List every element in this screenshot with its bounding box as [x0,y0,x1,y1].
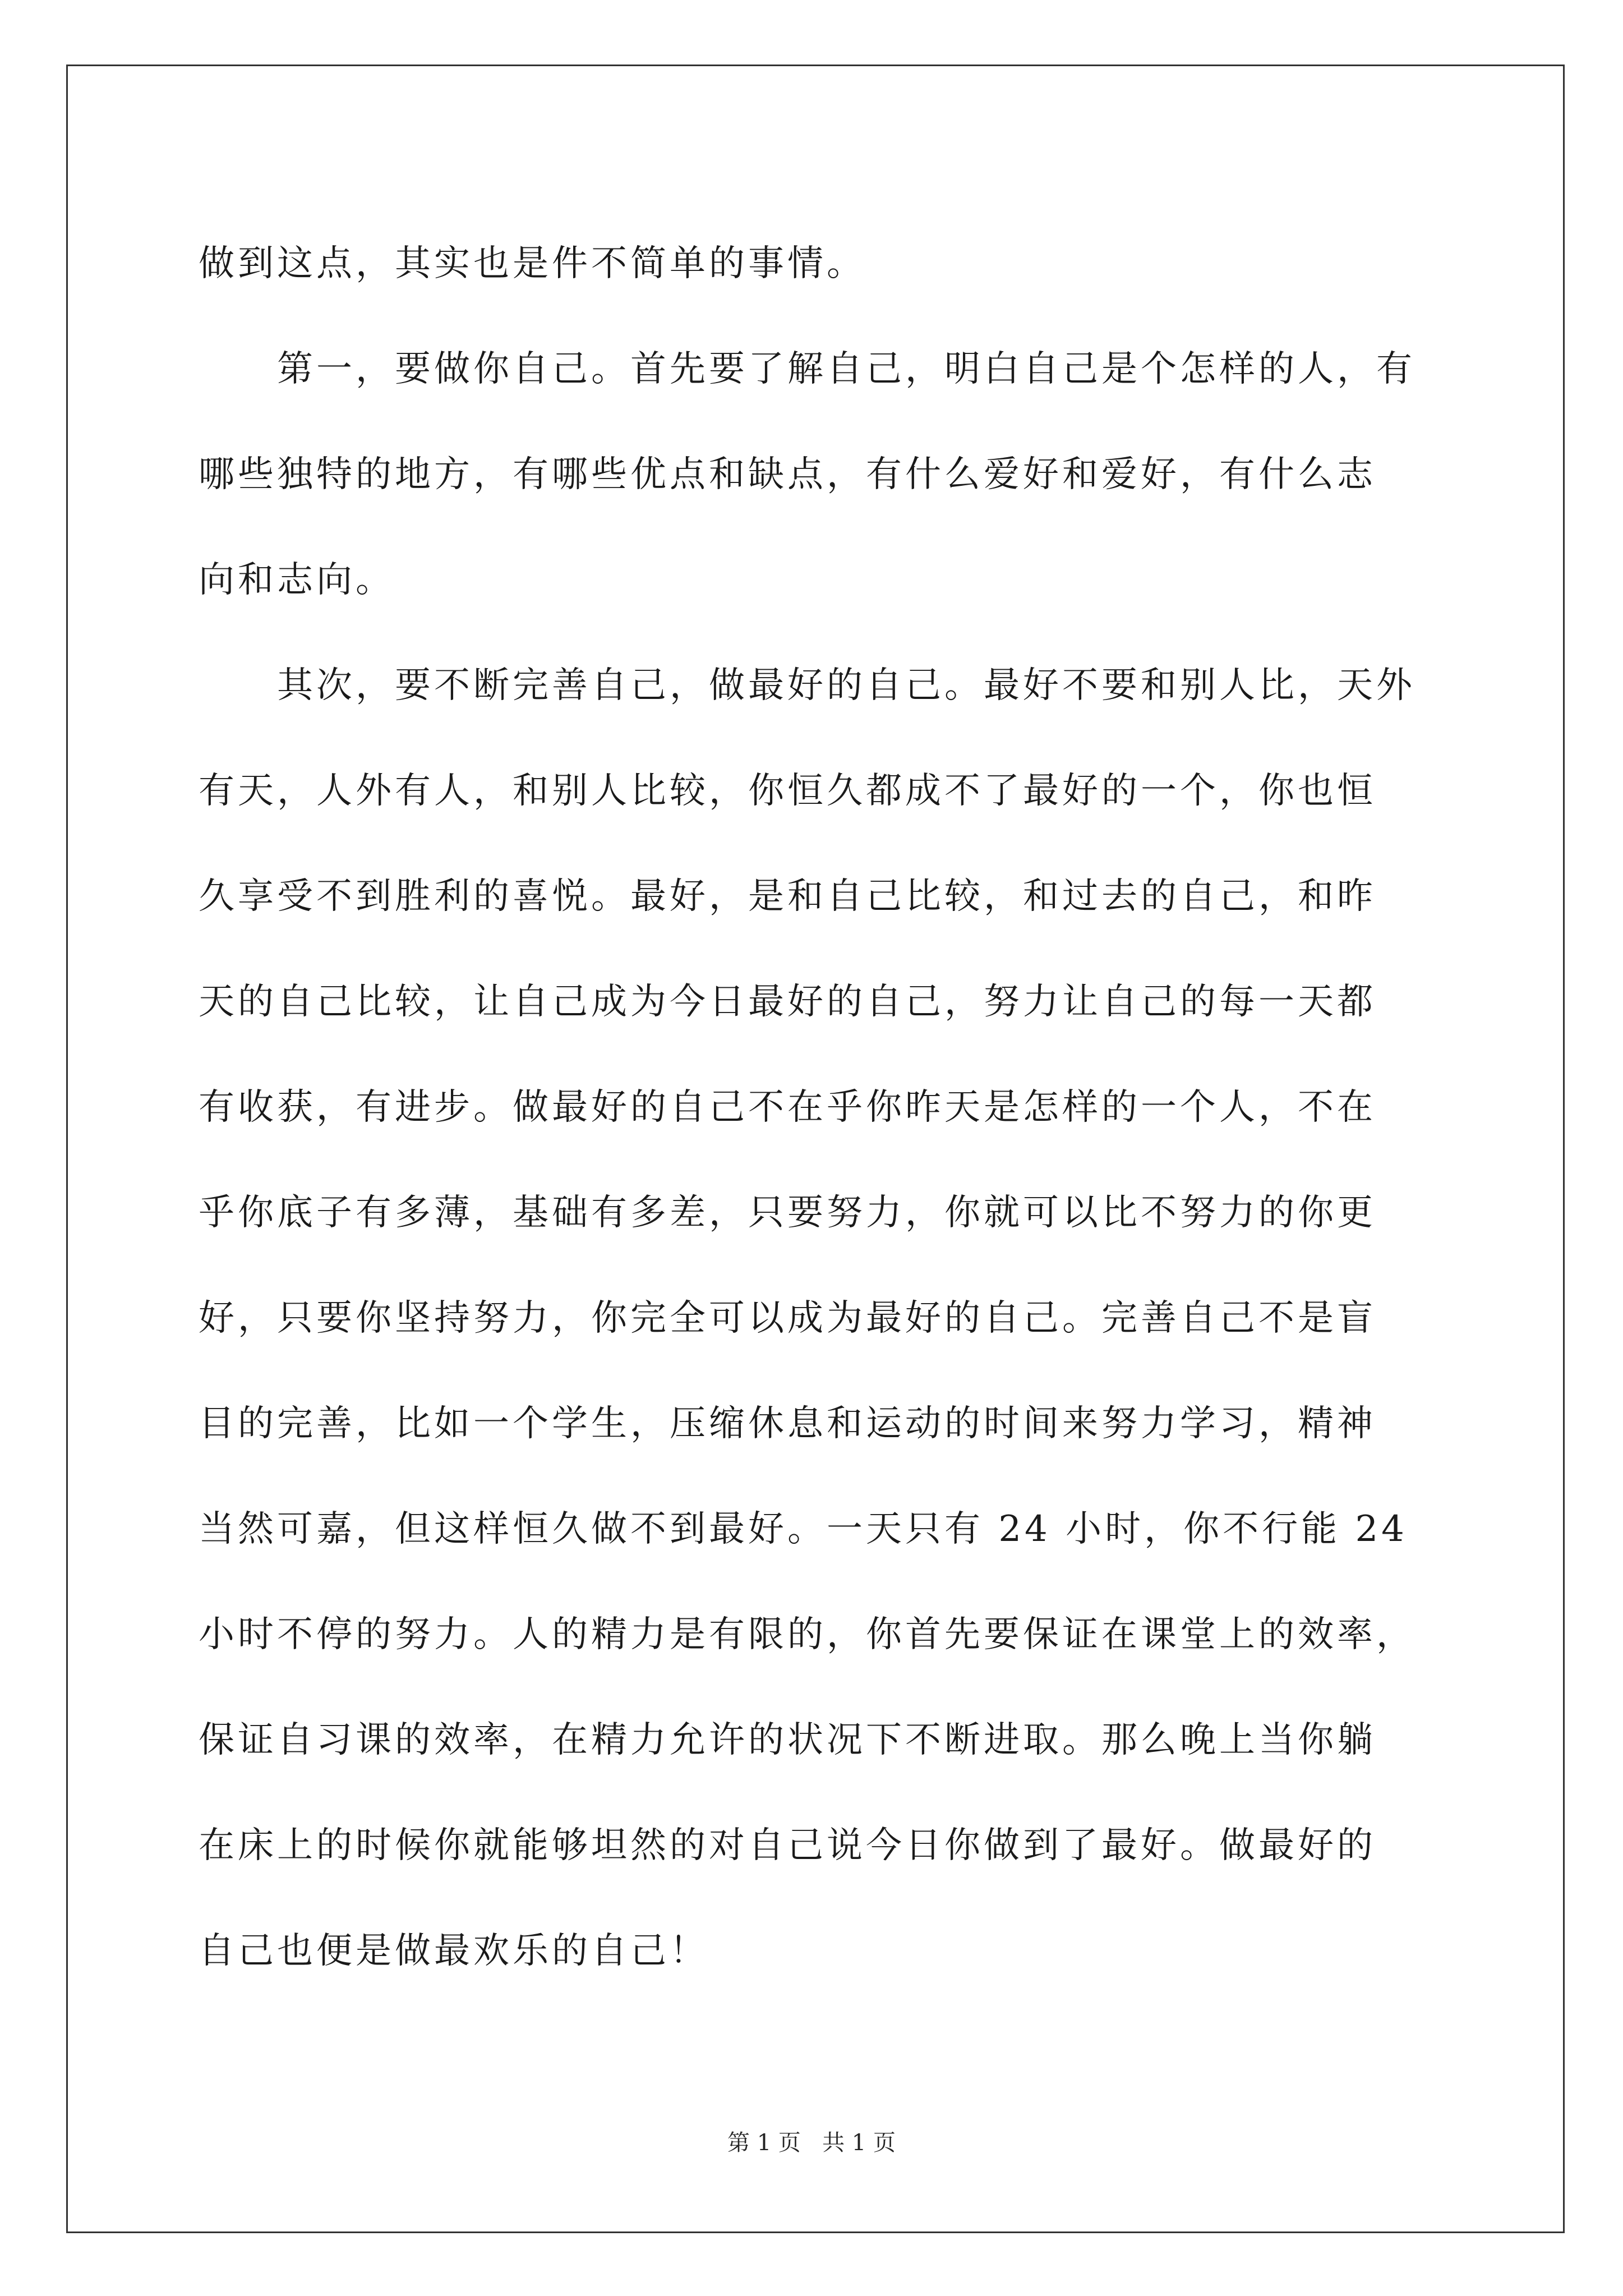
text-line: 哪些独特的地方，有哪些优点和缺点，有什么爱好和爱好，有什么志 [199,454,1376,495]
text-line: 有天，人外有人，和别人比较，你恒久都成不了最好的一个，你也恒 [199,770,1376,812]
text-line: 在床上的时候你就能够坦然的对自己说今日你做到了最好。做最好的 [199,1825,1376,1866]
text-line: 目的完善，比如一个学生，压缩休息和运动的时间来努力学习，精神 [199,1403,1376,1444]
text-line: 有收获，有进步。做最好的自己不在乎你昨天是怎样的一个人，不在 [199,1087,1376,1128]
text-line: 天的自己比较，让自己成为今日最好的自己，努力让自己的每一天都 [199,981,1376,1023]
text-line: 自己也便是做最欢乐的自己！ [199,1930,709,1972]
text-line: 久享受不到胜利的喜悦。最好，是和自己比较，和过去的自己，和昨 [199,876,1376,917]
text-line: 小时不停的努力。人的精力是有限的，你首先要保证在课堂上的效率， [199,1614,1415,1655]
text-line: 其次，要不断完善自己，做最好的自己。最好不要和别人比，天外 [199,665,1415,706]
document-body [199,211,1438,2004]
text-line: 乎你底子有多薄，基础有多差，只要努力，你就可以比不努力的你更 [199,1192,1376,1234]
text-line: 做到这点，其实也是件不简单的事情。 [199,243,866,284]
text-line: 当然可嘉，但这样恒久做不到最好。一天只有 24 小时，你不行能 24 [199,1508,1408,1550]
text-line: 保证自习课的效率，在精力允许的状况下不断进取。那么晚上当你躺 [199,1719,1376,1761]
text-line: 向和志向。 [199,559,395,601]
text-line: 好，只要你坚持努力，你完全可以成为最好的自己。完善自己不是盲 [199,1297,1376,1339]
page-footer: 第 1 页 共 1 页 [727,2130,896,2156]
text-line: 第一，要做你自己。首先要了解自己，明白自己是个怎样的人，有 [199,348,1415,390]
